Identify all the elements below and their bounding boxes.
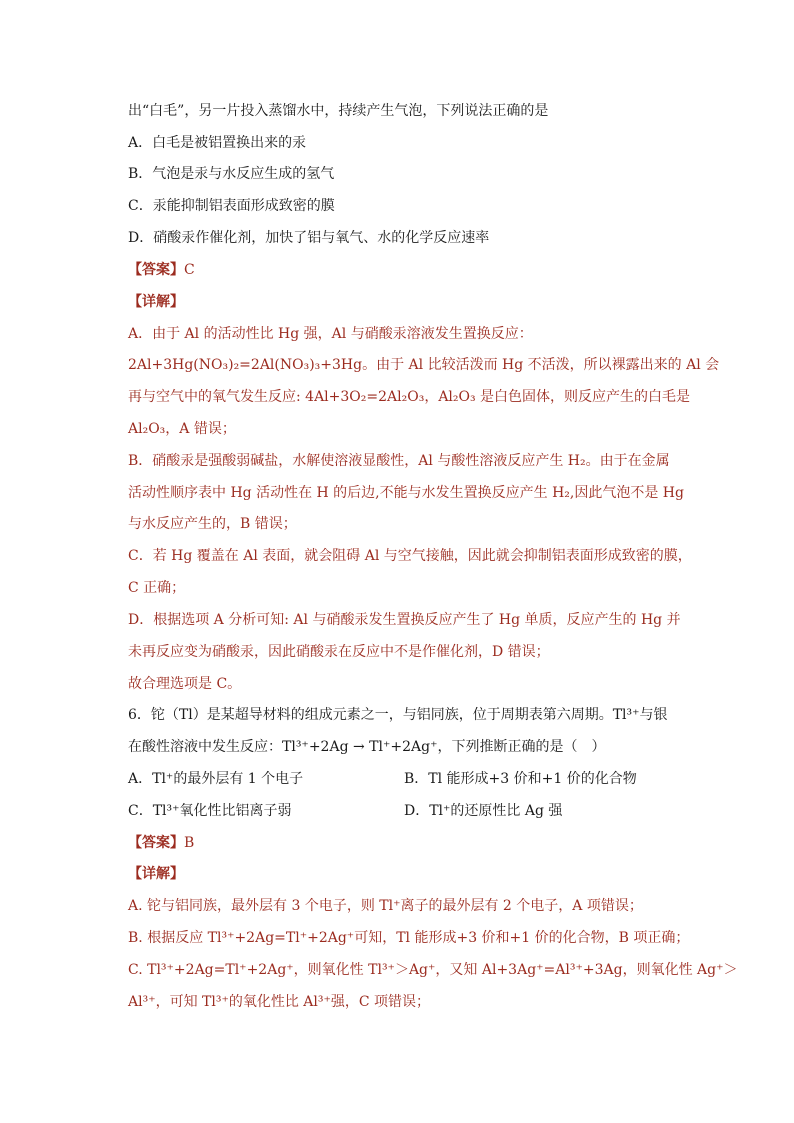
- q5-explanation-line: Al₂O₃，A 错误；: [128, 421, 236, 437]
- q6-detail-label: 【详解】: [128, 866, 184, 882]
- q5-explanation-line: D．根据选项 A 分析可知: Al 与硝酸汞发生置换反应产生了 Hg 单质，反应产生的 Hg 并: [128, 612, 681, 628]
- q6-explanation-line: C. Tl³⁺+2Ag=Tl⁺+2Ag⁺，则氧化性 Tl³⁺＞Ag⁺，又知 Al+3Ag⁺=Al³⁺+3Ag，则氧化性 Ag⁺＞: [128, 962, 738, 978]
- q5-explanation-line: C 正确；: [128, 580, 186, 596]
- q5-option-a: A．白毛是被铝置换出来的汞: [128, 135, 307, 151]
- q5-explanation-line: 2Al+3Hg(NO₃)₂=2Al(NO₃)₃+3Hg。由于 Al 比较活泼而 Hg 不活泼，所以裸露出来的 Al 会: [128, 357, 720, 373]
- q6-answer: [128, 833, 194, 853]
- q5-explanation-line: B．硝酸汞是强酸弱碱盐，水解使溶液显酸性，Al 与酸性溶液反应产生 H₂。由于在金属: [128, 453, 670, 469]
- q6-option-b: B．Tl 能形成+3 价和+1 价的化合物: [404, 771, 637, 787]
- q6-option-d: D．Tl⁺的还原性比 Ag 强: [404, 803, 563, 819]
- q6-explanation-line: B. 根据反应 Tl³⁺+2Ag=Tl⁺+2Ag⁺可知，Tl 能形成+3 价和+1 价的化合物，B 项正确；: [128, 930, 690, 946]
- q6-explanation-line: Al³⁺，可知 Tl³⁺的氧化性比 Al³⁺强，C 项错误；: [128, 994, 431, 1010]
- q6-option-c: C．Tl³⁺氧化性比铝离子弱: [128, 803, 292, 819]
- q5-explanation-line: 故合理选项是 C。: [128, 676, 242, 692]
- q5-answer: [128, 260, 195, 280]
- q5-explanation-line: 再与空气中的氧气发生反应: 4Al+3O₂=2Al₂O₃，Al₂O₃ 是白色固体，则反应产生的白毛是: [128, 389, 691, 405]
- q5-explanation-line: 与水反应产生的，B 错误；: [128, 516, 297, 532]
- q5-explanation-line: 未再反应变为硝酸汞，因此硝酸汞在反应中不是作催化剂，D 错误；: [128, 644, 550, 660]
- q6-stem-line: 6．铊（Tl）是某超导材料的组成元素之一，与铝同族，位于周期表第六周期。Tl³⁺与银: [128, 707, 668, 723]
- q5-option-b: B．气泡是汞与水反应生成的氢气: [128, 166, 335, 182]
- q5-explanation-line: C．若 Hg 覆盖在 Al 表面，就会阻碍 Al 与空气接触，因此就会抑制铝表面形成致密的膜，: [128, 548, 692, 564]
- q6-option-a: A．Tl⁺的最外层有 1 个电子: [128, 771, 304, 787]
- q5-answer-label: 【答案】: [128, 262, 184, 278]
- q5-option-c: C．汞能抑制铝表面形成致密的膜: [128, 198, 335, 214]
- q5-option-d: D．硝酸汞作催化剂，加快了铝与氧气、水的化学反应速率: [128, 230, 490, 246]
- q5-answer-value: C: [184, 262, 195, 278]
- q5-explanation-line: 活动性顺序表中 Hg 活动性在 H 的后边,不能与水发生置换反应产生 H₂,因此气泡不是 Hg: [128, 485, 684, 501]
- q6-answer-value: B: [184, 835, 195, 851]
- q6-answer-label: 【答案】: [128, 835, 184, 851]
- q6-stem-line: 在酸性溶液中发生反应：Tl³⁺+2Ag → Tl⁺+2Ag⁺，下列推断正确的是（ ）: [128, 739, 606, 755]
- q5-explanation-line: A．由于 Al 的活动性比 Hg 强，Al 与硝酸汞溶液发生置换反应：: [128, 326, 533, 342]
- q5-stem-line: 出“白毛”，另一片投入蒸馏水中，持续产生气泡，下列说法正确的是: [128, 103, 549, 119]
- q5-detail-label: 【详解】: [128, 294, 184, 310]
- q6-explanation-line: A. 铊与铝同族，最外层有 3 个电子，则 Tl⁺离子的最外层有 2 个电子，A 项错误；: [128, 898, 643, 914]
